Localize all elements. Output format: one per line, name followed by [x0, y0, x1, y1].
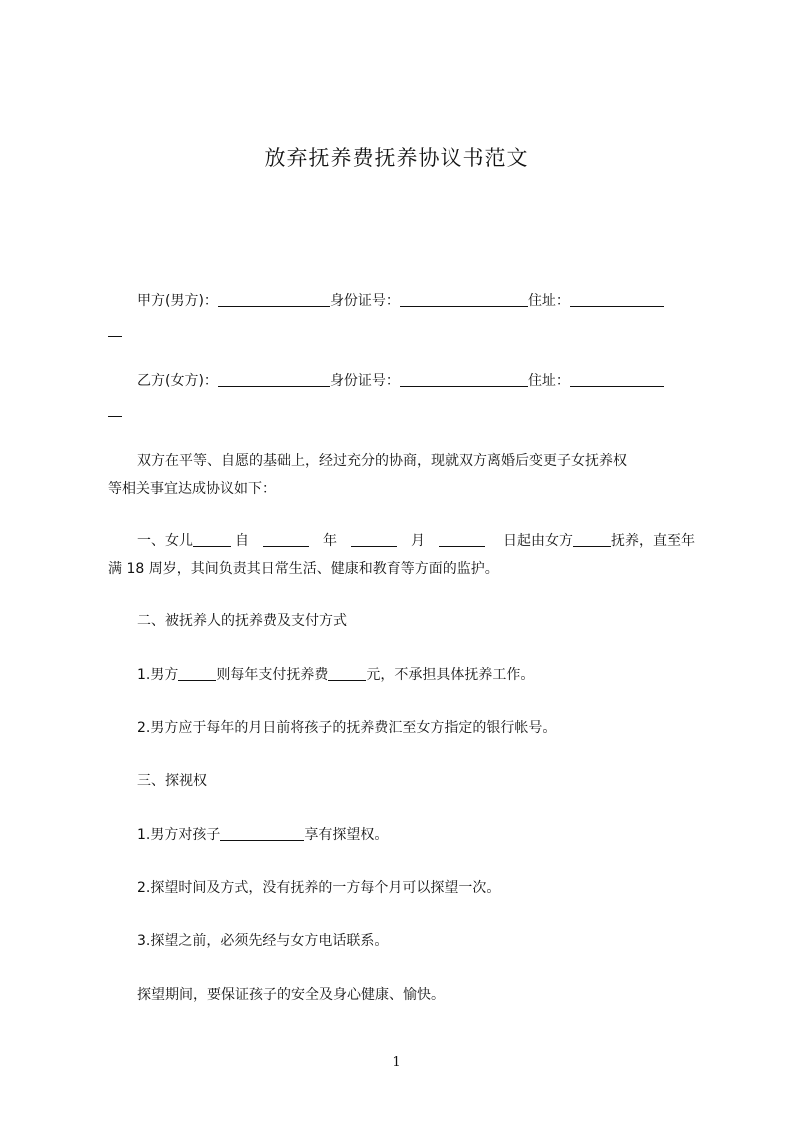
child-name-blank[interactable] [220, 824, 304, 841]
section-3-heading: 三、探视权 [137, 773, 207, 789]
intro-line-2: 等相关事宜达成协议如下： [108, 481, 276, 497]
clause-1-part-1: 一、女儿 [137, 533, 193, 549]
party-a-address-label: 住址： [527, 293, 570, 309]
party-a-address-blank-continued[interactable] [108, 320, 122, 337]
section-2-item-1 [108, 660, 737, 690]
month-blank[interactable] [351, 530, 397, 547]
clause-1-part-5: 日起由女方 [503, 533, 573, 549]
clause-1-part-6: 抚养，直至年 [611, 533, 695, 549]
section-3-item-1-part-b: 享有探望权。 [304, 827, 389, 843]
section-2-item-1-part-c: 元，不承担具体抚养工作。 [366, 667, 535, 683]
section-2-item-1-part-a: 1.男方 [137, 667, 179, 683]
party-b-id-label: 身份证号： [329, 373, 400, 389]
party-a-name-blank[interactable] [218, 290, 330, 307]
amount-blank[interactable] [328, 664, 366, 681]
party-a-id-label: 身份证号： [329, 293, 400, 309]
father-name-blank[interactable] [178, 664, 216, 681]
document-title: 放弃抚养费抚养协议书范文 [264, 146, 529, 170]
clause-1-line-1 [108, 526, 737, 556]
section-3-item-3: 3.探望之前，必须先经与女方电话联系。 [137, 933, 389, 949]
section-3-item-1 [108, 820, 737, 850]
party-b-address-label: 住址： [527, 373, 570, 389]
section-3-note: 探望期间，要保证孩子的安全及身心健康、愉快。 [137, 987, 445, 1003]
custodian-blank[interactable] [573, 530, 611, 547]
section-3-item-2: 2.探望时间及方式，没有抚养的一方每个月可以探望一次。 [137, 880, 501, 896]
party-a-id-blank[interactable] [400, 290, 528, 307]
day-blank[interactable] [439, 530, 485, 547]
party-b-address-blank-continued[interactable] [108, 400, 122, 417]
party-b-continuation [108, 396, 708, 426]
party-a-line [108, 286, 737, 316]
clause-1-line-2: 满 18 周岁，其间负责其日常生活、健康和教育等方面的监护。 [108, 561, 499, 577]
party-b-id-blank[interactable] [400, 370, 528, 387]
intro-line-1: 双方在平等、自愿的基础上，经过充分的协商，现就双方离婚后变更子女抚养权 [137, 453, 627, 469]
party-b-label: 乙方(女方)： [137, 373, 218, 389]
section-2-heading: 二、被抚养人的抚养费及支付方式 [137, 613, 347, 629]
clause-1-part-2: 自 [235, 533, 249, 549]
year-blank[interactable] [263, 530, 309, 547]
party-b-line [108, 366, 737, 396]
daughter-name-blank[interactable] [193, 530, 231, 547]
party-b-address-blank[interactable] [570, 370, 664, 387]
clause-1-part-4: 月 [411, 533, 425, 549]
party-a-address-blank[interactable] [570, 290, 664, 307]
clause-1-part-3: 年 [323, 533, 337, 549]
section-2-item-1-part-b: 则每年支付抚养费 [216, 667, 329, 683]
section-2-item-2: 2.男方应于每年的月日前将孩子的抚养费汇至女方指定的银行帐号。 [137, 720, 557, 736]
section-3-item-1-part-a: 1.男方对孩子 [137, 827, 221, 843]
party-a-label: 甲方(男方)： [137, 293, 218, 309]
party-a-continuation [108, 316, 708, 346]
page-number: 1 [392, 1055, 401, 1070]
party-b-name-blank[interactable] [218, 370, 330, 387]
